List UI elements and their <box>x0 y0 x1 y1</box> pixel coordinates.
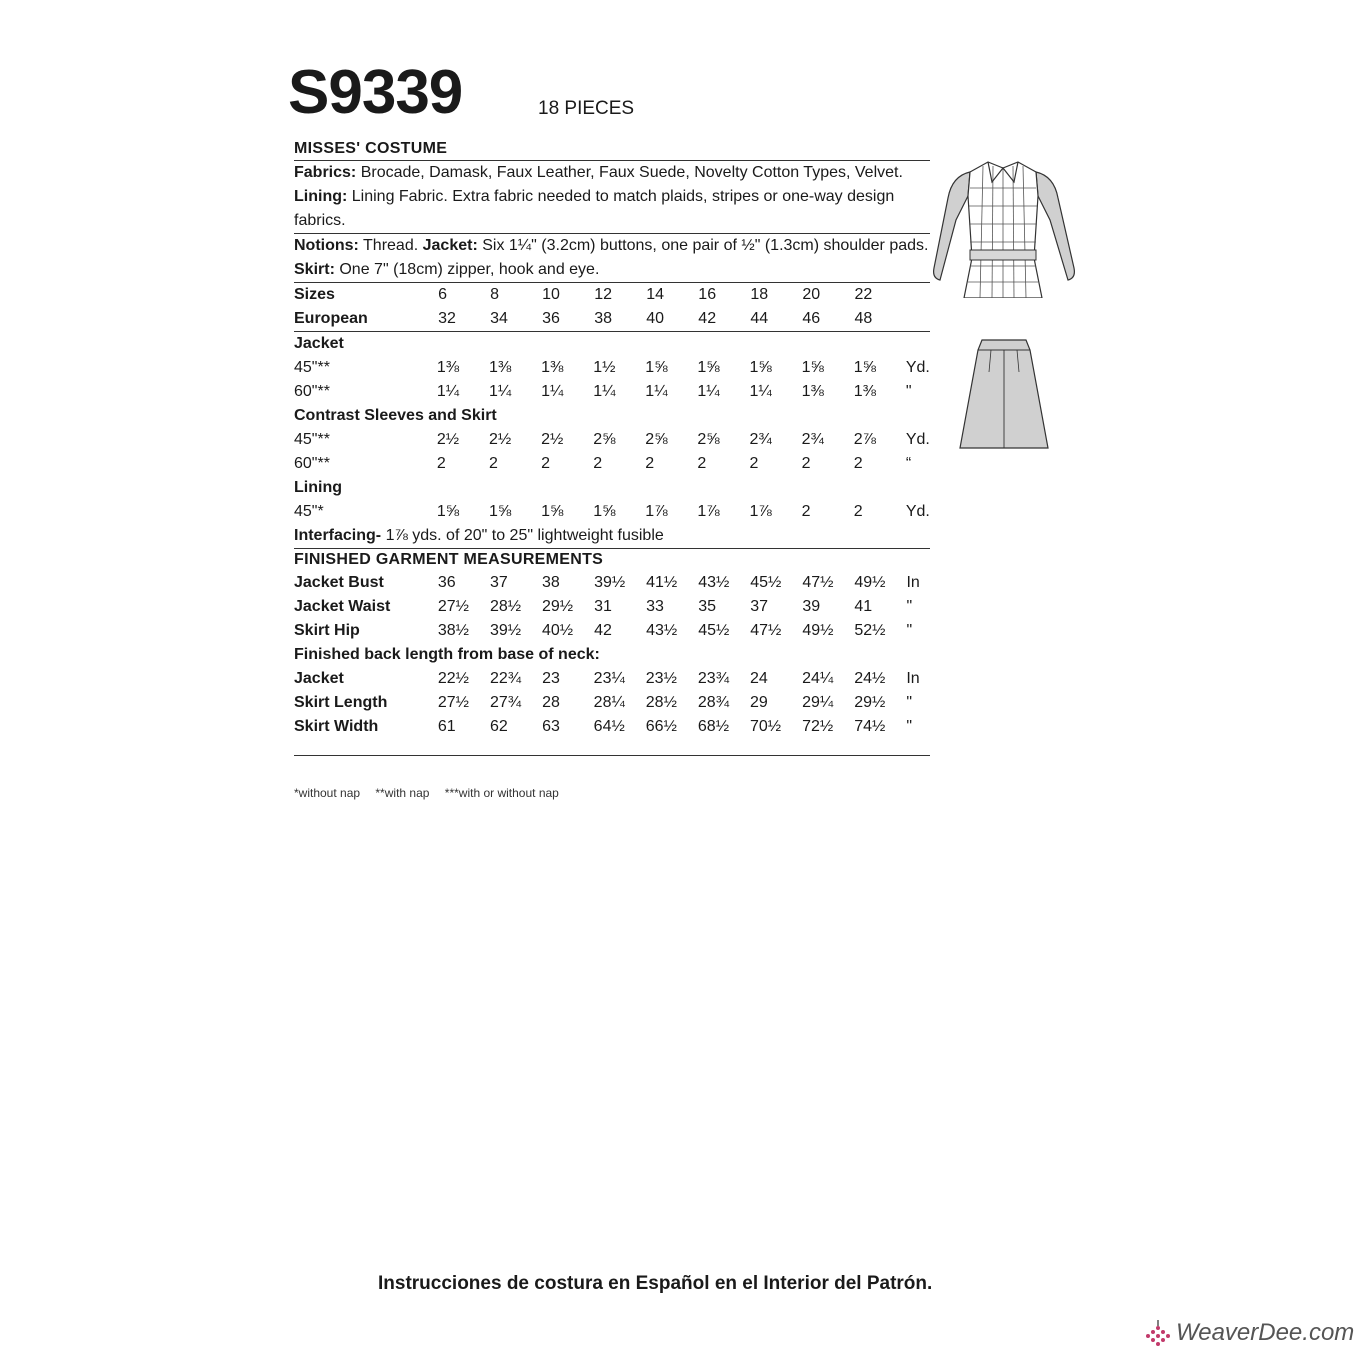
lining-text: Lining Fabric. Extra fabric needed to match plaids, stripes or one-way design fabrics. <box>294 188 895 229</box>
yardage-row <box>294 428 930 452</box>
value-cell: 2½ <box>541 431 564 448</box>
brand-watermark[interactable] <box>1140 1318 1354 1348</box>
back-length-row <box>294 667 930 691</box>
value-cell: 39 <box>802 598 821 615</box>
unit-cell: “ <box>905 455 912 472</box>
value-cell: 35 <box>698 598 716 615</box>
value-cell: 63 <box>542 718 560 735</box>
value-cell: 24¼ <box>802 670 834 687</box>
piece-count: 18 PIECES <box>538 98 635 119</box>
value-cell: 1⅜ <box>488 359 512 376</box>
value-cell: 1¼ <box>697 383 720 400</box>
yardage-row <box>294 380 930 404</box>
value-cell: 2 <box>541 455 550 472</box>
yardage-row <box>294 452 930 476</box>
notions-skirt-label: Skirt: <box>294 261 335 278</box>
value-cell: 39½ <box>489 622 522 639</box>
value-cell: 23 <box>542 670 560 687</box>
value-cell: 2½ <box>436 431 460 448</box>
value-cell: 42 <box>594 622 612 639</box>
lining-label: Lining: <box>294 188 348 205</box>
value-cell: 1¼ <box>541 383 564 400</box>
value-cell: 70½ <box>750 718 782 735</box>
footnote-item: *without nap <box>294 786 361 800</box>
value-cell: 1⅞ <box>697 503 720 520</box>
value-cell: 1⅝ <box>436 503 460 520</box>
value-cell: 2⅝ <box>645 431 668 448</box>
value-cell: 2 <box>853 503 863 520</box>
pattern-title: MISSES' COSTUME <box>294 140 448 157</box>
value-cell: 47½ <box>750 622 782 639</box>
measurement-row <box>294 619 930 643</box>
value-cell: 2⅞ <box>853 431 876 448</box>
value-cell: 39½ <box>594 574 626 591</box>
size-cell: 20 <box>802 286 821 303</box>
value-cell: 1¼ <box>436 383 460 400</box>
back-length-table <box>294 667 930 739</box>
row-label: Skirt Width <box>294 718 379 735</box>
divider <box>294 755 930 756</box>
value-cell: 1⅝ <box>541 503 564 520</box>
value-cell: 40½ <box>542 622 574 639</box>
fabrics-label: Fabrics: <box>294 164 357 181</box>
row-label: Skirt Length <box>294 694 388 711</box>
size-cell: 8 <box>490 286 500 303</box>
value-cell: 28½ <box>645 694 677 711</box>
value-cell: 2¾ <box>801 431 824 448</box>
value-cell: 41 <box>854 598 873 615</box>
row-label: 45"** <box>294 359 330 376</box>
euro-size-cell: 48 <box>854 310 873 327</box>
value-cell: 28¾ <box>697 694 730 711</box>
value-cell: 49½ <box>854 574 886 591</box>
value-cell: 33 <box>646 598 664 615</box>
yardage-section-title: Lining <box>294 479 342 496</box>
yardage-section-row <box>294 404 930 428</box>
sizes-row <box>294 283 930 307</box>
value-cell: 23¼ <box>593 670 625 687</box>
value-cell: 2 <box>801 455 811 472</box>
pattern-number: S9339 <box>288 58 463 127</box>
unit-cell: " <box>905 383 912 400</box>
unit-cell: In <box>906 670 920 687</box>
measurement-row <box>294 595 930 619</box>
row-label: Skirt Hip <box>294 622 360 639</box>
size-cell: 14 <box>646 286 665 303</box>
row-label: 60"** <box>294 455 330 472</box>
value-cell: 29½ <box>542 598 574 615</box>
value-cell: 2¾ <box>749 431 772 448</box>
value-cell: 28¼ <box>593 694 625 711</box>
value-cell: 1⅜ <box>853 383 876 400</box>
measurements-title: FINISHED GARMENT MEASUREMENTS <box>294 551 604 568</box>
skirt-illustration <box>958 338 1050 454</box>
value-cell: 2 <box>645 455 655 472</box>
value-cell: 37 <box>750 598 769 615</box>
measurements-table <box>294 571 930 643</box>
value-cell: 2 <box>697 455 707 472</box>
value-cell: 1⅝ <box>488 503 512 520</box>
size-cell: 6 <box>438 286 447 303</box>
euro-size-cell: 36 <box>542 310 560 327</box>
value-cell: 2 <box>853 455 863 472</box>
value-cell: 47½ <box>802 574 834 591</box>
footnotes <box>294 786 571 800</box>
value-cell: 2 <box>749 455 759 472</box>
value-cell: 22¾ <box>489 670 522 687</box>
value-cell: 38 <box>542 574 560 591</box>
value-cell: 1¼ <box>593 383 616 400</box>
value-cell: 1¼ <box>488 383 512 400</box>
value-cell: 1⅞ <box>749 503 772 520</box>
notions-paragraph <box>294 234 930 282</box>
value-cell: 1⅝ <box>645 359 668 376</box>
brand-name: WeaverDee.com <box>1176 1319 1355 1346</box>
size-cell: 12 <box>594 286 612 303</box>
value-cell: 27¾ <box>489 694 522 711</box>
value-cell: 1¼ <box>645 383 668 400</box>
value-cell: 61 <box>437 718 456 735</box>
yardage-table <box>294 332 930 524</box>
unit-cell: " <box>906 598 913 615</box>
value-cell: 37 <box>489 574 508 591</box>
fabrics-text: Brocade, Damask, Faux Leather, Faux Suede, Novelty Cotton Types, Velvet. <box>356 164 903 181</box>
value-cell: 2⅝ <box>697 431 720 448</box>
value-cell: 45½ <box>698 622 730 639</box>
european-label: European <box>294 310 368 327</box>
back-length-row <box>294 691 930 715</box>
unit-cell: Yd. <box>905 503 930 520</box>
euro-size-cell: 42 <box>698 310 717 327</box>
value-cell: 1½ <box>593 359 616 376</box>
measurement-row <box>294 571 930 595</box>
value-cell: 24 <box>750 670 768 687</box>
row-label: 60"** <box>294 383 330 400</box>
footnote-item: ***with or without nap <box>444 786 559 800</box>
euro-size-cell: 44 <box>750 310 769 327</box>
value-cell: 1¼ <box>749 383 772 400</box>
value-cell: 1⅞ <box>645 503 668 520</box>
value-cell: 2⅝ <box>593 431 616 448</box>
yardage-section-row <box>294 476 930 500</box>
row-label: 45"* <box>294 503 324 520</box>
value-cell: 31 <box>594 598 612 615</box>
interfacing-line <box>294 524 930 548</box>
value-cell: 43½ <box>698 574 730 591</box>
value-cell: 43½ <box>646 622 678 639</box>
interfacing-label: Interfacing- <box>294 527 382 544</box>
value-cell: 28½ <box>489 598 522 615</box>
value-cell: 22½ <box>437 670 470 687</box>
value-cell: 2 <box>436 455 446 472</box>
euro-size-cell: 40 <box>646 310 665 327</box>
value-cell: 29¼ <box>802 694 834 711</box>
value-cell: 29½ <box>854 694 886 711</box>
value-cell: 64½ <box>593 718 625 735</box>
value-cell: 23¾ <box>697 670 730 687</box>
value-cell: 62 <box>489 718 508 735</box>
footnote-item: **with nap <box>375 786 430 800</box>
size-cell: 22 <box>854 286 873 303</box>
size-cell: 18 <box>750 286 769 303</box>
yardage-section-title: Contrast Sleeves and Skirt <box>294 407 497 424</box>
euro-size-cell: 32 <box>438 310 456 327</box>
fabrics-paragraph <box>294 161 930 185</box>
value-cell: 52½ <box>854 622 886 639</box>
value-cell: 23½ <box>645 670 677 687</box>
european-sizes-row <box>294 307 930 331</box>
unit-cell: " <box>906 622 913 639</box>
value-cell: 28 <box>542 694 560 711</box>
sizes-label: Sizes <box>294 286 335 303</box>
size-cell: 10 <box>542 286 560 303</box>
yardage-section-row <box>294 332 930 356</box>
value-cell: 1⅜ <box>541 359 564 376</box>
value-cell: 1⅝ <box>593 503 616 520</box>
unit-cell: " <box>906 718 913 735</box>
value-cell: 68½ <box>697 718 730 735</box>
euro-size-cell: 34 <box>490 310 508 327</box>
notions-text: Thread. <box>358 237 423 254</box>
value-cell: 45½ <box>750 574 782 591</box>
unit-cell: " <box>906 694 913 711</box>
row-label: Jacket <box>294 670 344 687</box>
jacket-illustration <box>928 158 1078 298</box>
yardage-section-title: Jacket <box>294 335 344 352</box>
value-cell: 1⅝ <box>853 359 876 376</box>
unit-cell: Yd. <box>905 431 930 448</box>
value-cell: 74½ <box>854 718 886 735</box>
notions-jacket-text: Six 1¼" (3.2cm) buttons, one pair of ½" (1.3cm) shoulder pads. <box>477 237 929 254</box>
value-cell: 24½ <box>854 670 886 687</box>
notions-label: Notions: <box>294 237 359 254</box>
sizes-table <box>294 283 930 331</box>
value-cell: 41½ <box>646 574 678 591</box>
value-cell: 1⅝ <box>697 359 720 376</box>
unit-cell: Yd. <box>905 359 930 376</box>
value-cell: 2 <box>593 455 603 472</box>
value-cell: 2 <box>488 455 498 472</box>
euro-size-cell: 46 <box>802 310 821 327</box>
value-cell: 36 <box>437 574 456 591</box>
pattern-info-sheet <box>294 138 930 756</box>
yardage-row <box>294 500 930 524</box>
value-cell: 27½ <box>437 694 470 711</box>
value-cell: 1⅜ <box>801 383 824 400</box>
value-cell: 1⅝ <box>749 359 772 376</box>
value-cell: 38½ <box>437 622 470 639</box>
row-label: Jacket Bust <box>294 574 384 591</box>
value-cell: 72½ <box>802 718 834 735</box>
unit-cell: In <box>906 574 920 591</box>
value-cell: 27½ <box>437 598 470 615</box>
spanish-instructions-note: Instrucciones de costura en Español en el Interior del Patrón. <box>378 1273 933 1294</box>
row-label: Jacket Waist <box>294 598 391 615</box>
value-cell: 49½ <box>802 622 834 639</box>
value-cell: 66½ <box>645 718 677 735</box>
notions-jacket-label: Jacket: <box>422 237 478 254</box>
back-length-title: Finished back length from base of neck: <box>294 646 600 663</box>
back-length-row <box>294 715 930 739</box>
value-cell: 2½ <box>488 431 512 448</box>
interfacing-text: 1⅞ yds. of 20" to 25" lightweight fusible <box>381 527 664 544</box>
yardage-row <box>294 356 930 380</box>
value-cell: 29 <box>750 694 768 711</box>
euro-size-cell: 38 <box>594 310 612 327</box>
size-cell: 16 <box>698 286 717 303</box>
value-cell: 2 <box>801 503 811 520</box>
row-label: 45"** <box>294 431 330 448</box>
value-cell: 1⅝ <box>801 359 824 376</box>
lining-paragraph <box>294 185 930 233</box>
notions-skirt-text: One 7" (18cm) zipper, hook and eye. <box>334 261 600 278</box>
spool-logo-icon <box>1140 1318 1174 1348</box>
value-cell: 1⅜ <box>436 359 460 376</box>
